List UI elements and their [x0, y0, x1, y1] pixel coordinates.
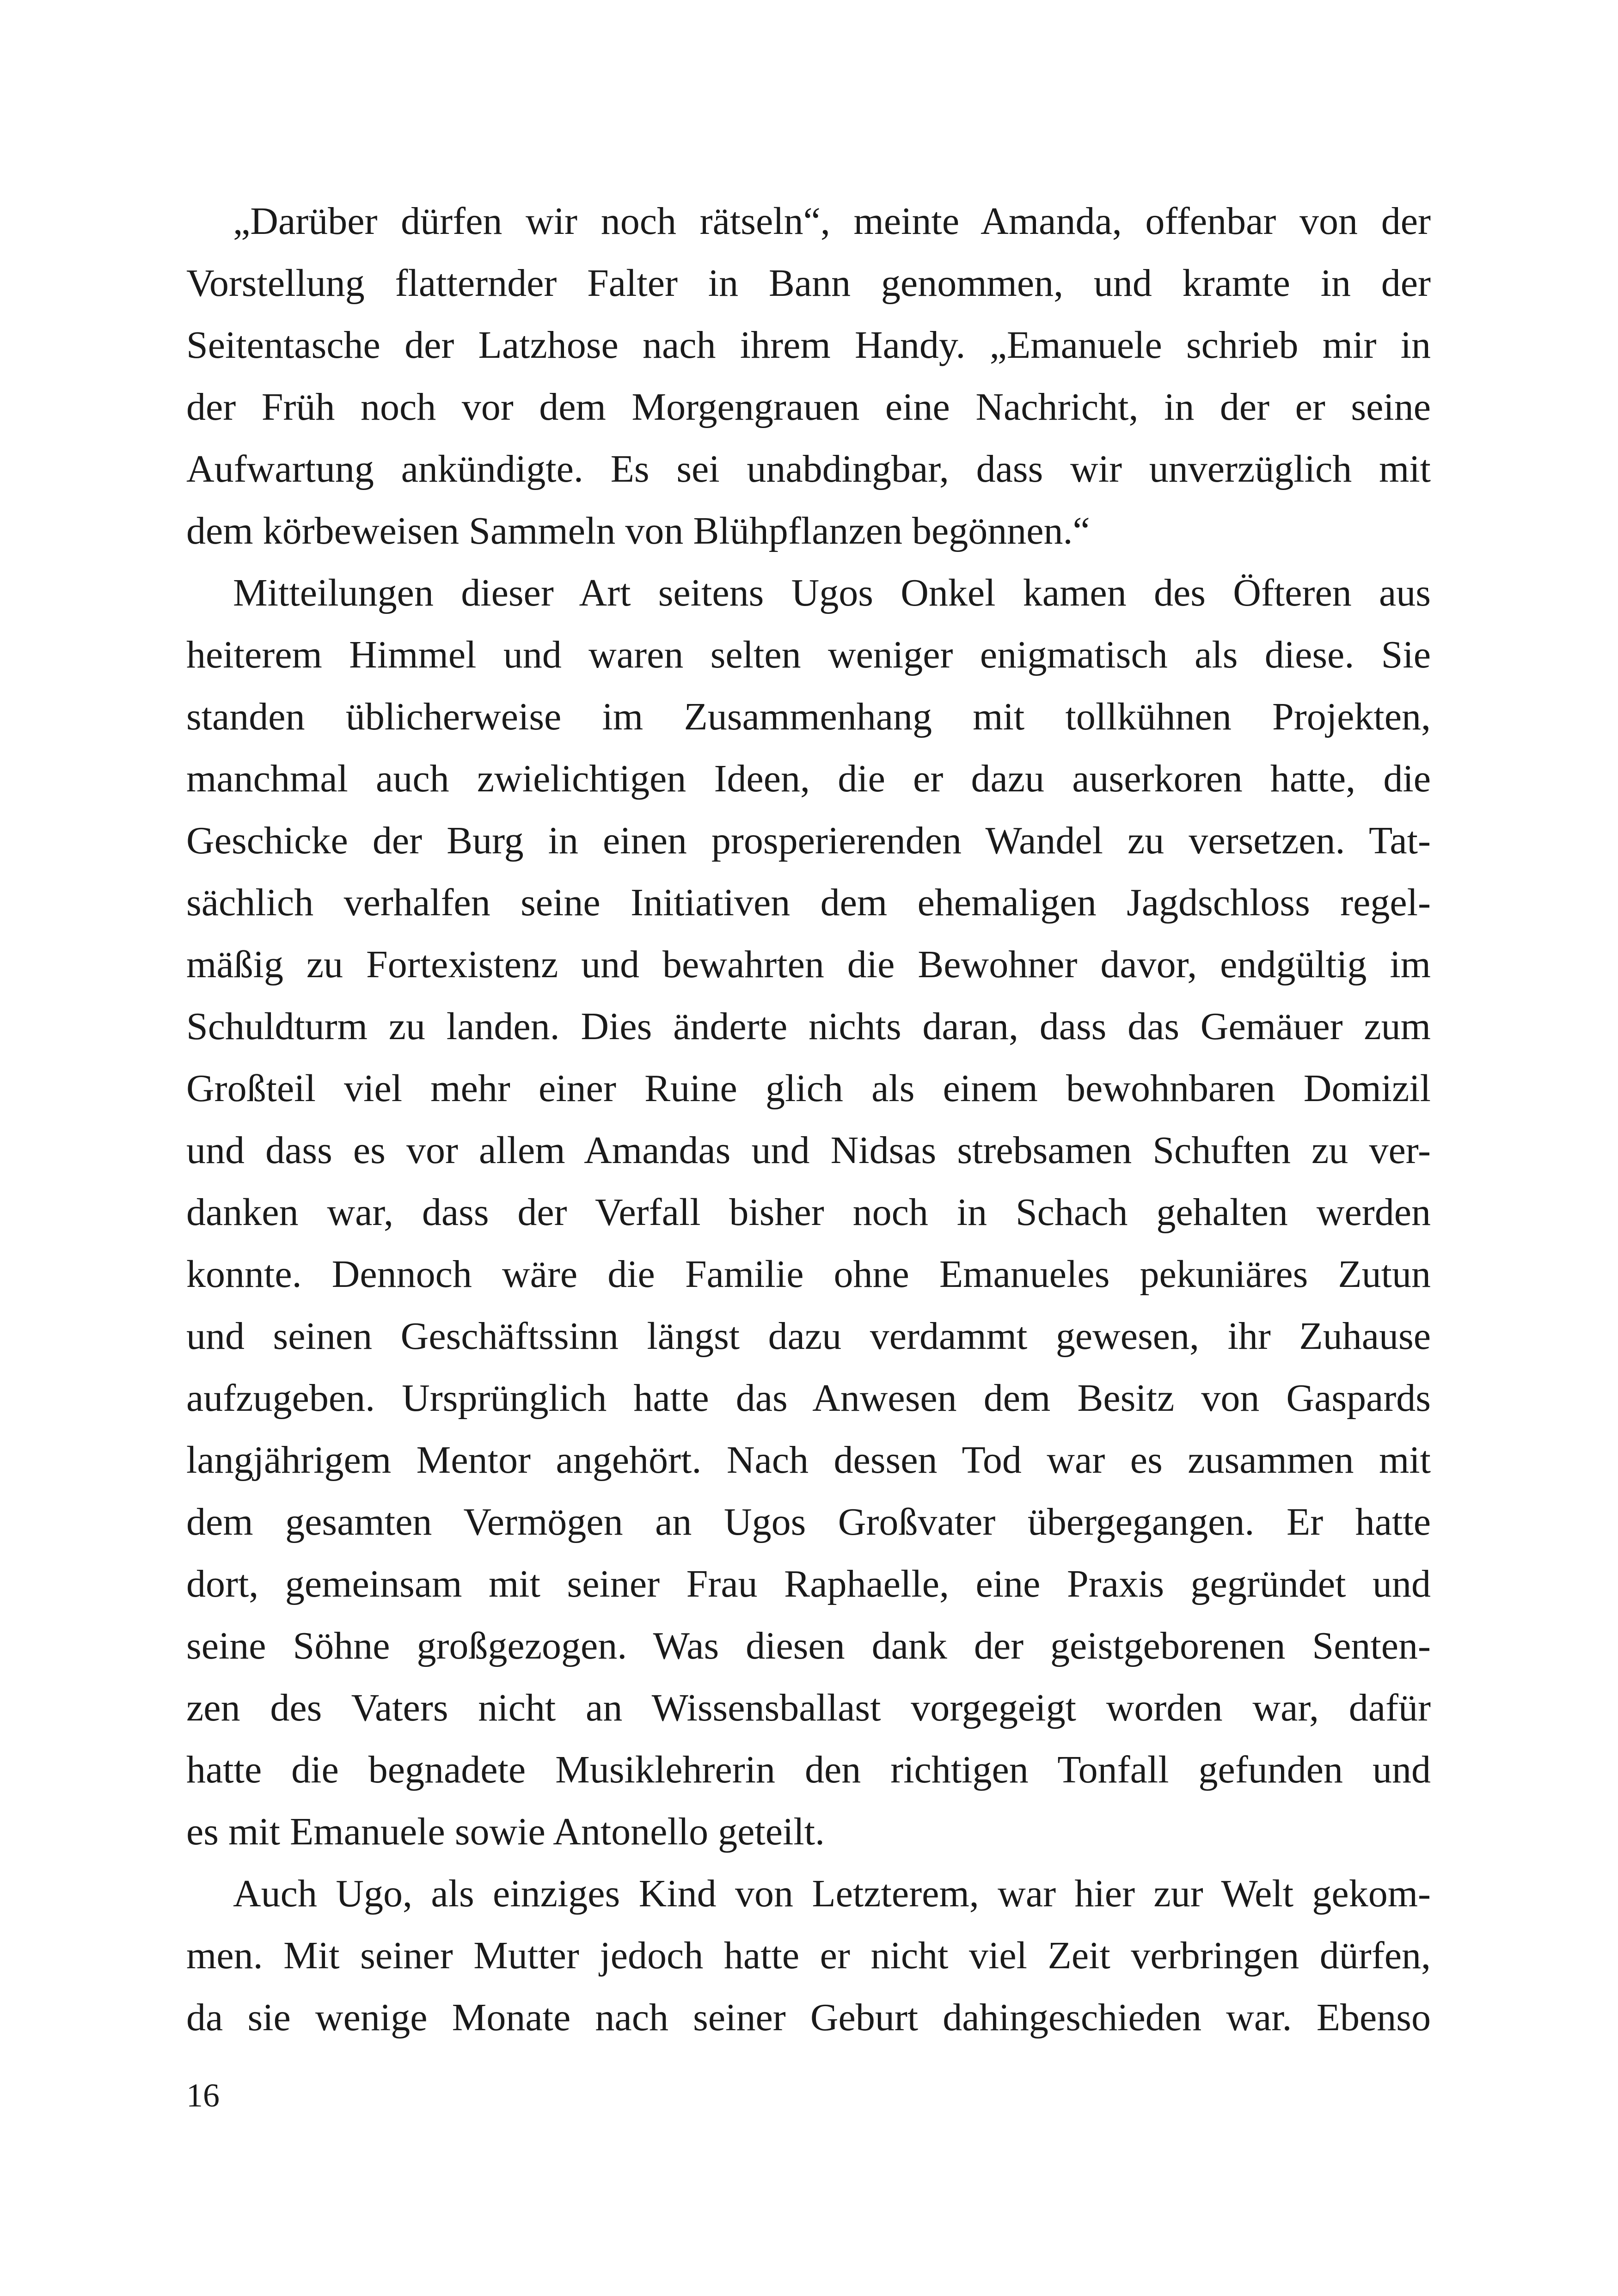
text-line: men. Mit seiner Mutter jedoch hatte er nicht viel Zeit verbringen dürfen,	[186, 1934, 1431, 1977]
text-line: langjährigem Mentor angehört. Nach dessen Tod war es zusammen mit	[186, 1439, 1431, 1482]
text-line: aufzugeben. Ursprünglich hatte das Anwesen dem Besitz von Gaspards	[186, 1377, 1431, 1420]
text-line: dem körbeweisen Sammeln von Blühpflanzen begönnen.“	[186, 509, 1090, 552]
text-line: es mit Emanuele sowie Antonello geteilt.	[186, 1810, 825, 1853]
page-number: 16	[186, 2077, 220, 2114]
text-line: hatte die begnadete Musiklehrerin den richtigen Tonfall gefunden und	[186, 1748, 1431, 1791]
text-line: und seinen Geschäftssinn längst dazu verdammt gewesen, ihr Zuhause	[186, 1315, 1431, 1358]
text-line: und dass es vor allem Amandas und Nidsas strebsamen Schuften zu ver-	[186, 1129, 1431, 1172]
text-line: heiterem Himmel und waren selten weniger enigmatisch als diese. Sie	[186, 633, 1431, 676]
text-line: danken war, dass der Verfall bisher noch in Schach gehalten werden	[186, 1191, 1431, 1234]
text-line: Auch Ugo, als einziges Kind von Letzterem, war hier zur Welt gekom-	[233, 1872, 1431, 1915]
text-line: Geschicke der Burg in einen prosperierenden Wandel zu versetzen. Tat-	[186, 819, 1431, 862]
text-line: Mitteilungen dieser Art seitens Ugos Onkel kamen des Öfteren aus	[233, 571, 1431, 614]
text-line: mäßig zu Fortexistenz und bewahrten die Bewohner davor, endgültig im	[186, 943, 1431, 986]
text-line: Vorstellung flatternder Falter in Bann genommen, und kramte in der	[186, 262, 1431, 305]
text-line: seine Söhne großgezogen. Was diesen dank der geistgeborenen Senten-	[186, 1624, 1431, 1667]
text-line: zen des Vaters nicht an Wissensballast vorgegeigt worden war, dafür	[186, 1686, 1431, 1729]
text-line: konnte. Dennoch wäre die Familie ohne Emanueles pekuniäres Zutun	[186, 1253, 1431, 1296]
text-line: manchmal auch zwielichtigen Ideen, die er dazu auserkoren hatte, die	[186, 757, 1431, 800]
text-line: der Früh noch vor dem Morgengrauen eine Nachricht, in der er seine	[186, 386, 1431, 429]
text-line: „Darüber dürfen wir noch rätseln“, meinte Amanda, offenbar von der	[233, 200, 1431, 243]
text-line: dem gesamten Vermögen an Ugos Großvater übergegangen. Er hatte	[186, 1500, 1431, 1543]
text-line: standen üblicherweise im Zusammenhang mit tollkühnen Projekten,	[186, 695, 1431, 738]
text-line: da sie wenige Monate nach seiner Geburt dahingeschieden war. Ebenso	[186, 1996, 1431, 2039]
body-text	[186, 190, 1431, 2049]
text-line: Schuldturm zu landen. Dies änderte nichts daran, dass das Gemäuer zum	[186, 1005, 1431, 1048]
text-line: Seitentasche der Latzhose nach ihrem Handy. „Emanuele schrieb mir in	[186, 324, 1431, 367]
text-line: sächlich verhalfen seine Initiativen dem ehemaligen Jagdschloss regel-	[186, 881, 1431, 924]
text-line: Großteil viel mehr einer Ruine glich als einem bewohnbaren Domizil	[186, 1067, 1431, 1110]
text-line: dort, gemeinsam mit seiner Frau Raphaelle, eine Praxis gegründet und	[186, 1562, 1431, 1605]
text-line: Aufwartung ankündigte. Es sei unabdingbar, dass wir unverzüglich mit	[186, 447, 1431, 490]
